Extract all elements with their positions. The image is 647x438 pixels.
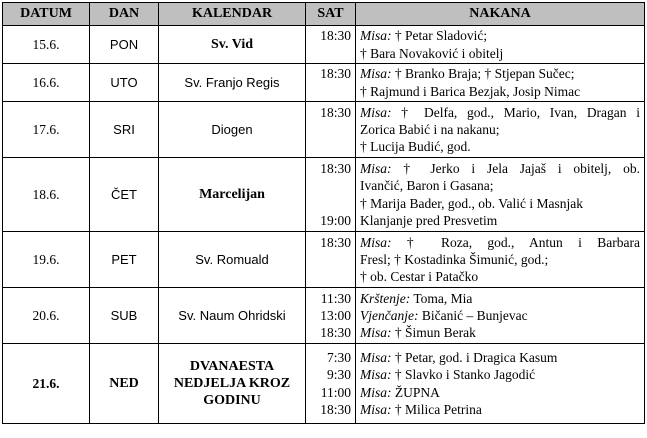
intention-label: Misa: <box>360 367 392 383</box>
intention-line <box>360 401 640 418</box>
table-row <box>3 64 645 102</box>
intention-text: † ob. Cestar i Patačko <box>360 269 479 285</box>
intention-line <box>360 104 640 121</box>
intention-text: Bičanić – Bunjevac <box>418 307 528 323</box>
row-intentions <box>356 288 645 344</box>
row-times <box>306 288 356 344</box>
row-times <box>306 102 356 158</box>
intention-label: Vjenčanje: <box>360 307 419 323</box>
row-date: 16.6. <box>3 64 90 102</box>
table-row <box>3 26 645 64</box>
intention-label: Misa: <box>360 384 392 400</box>
time-entry: 18:30 <box>320 161 351 177</box>
intention-text: Klanjanje pred Presvetim <box>360 212 498 228</box>
intention-line <box>360 366 640 383</box>
time-entry: 18:30 <box>320 28 351 44</box>
time-entry <box>310 251 351 268</box>
intention-line <box>360 234 640 251</box>
intention-text: † Bara Novaković i obitelj <box>360 45 504 61</box>
mass-schedule-table <box>2 2 645 424</box>
row-day: PET <box>90 232 159 288</box>
row-times <box>306 64 356 102</box>
table-row <box>3 344 645 424</box>
intention-text: † Roza, god., Antun i Barbara <box>391 234 640 250</box>
intention-text: † Šimun Berak <box>391 325 476 341</box>
row-intentions <box>356 232 645 288</box>
row-date: 15.6. <box>3 26 90 64</box>
intention-text: † Petar, god. i Dragica Kasum <box>391 350 558 366</box>
intention-line <box>360 83 640 100</box>
intention-label: Misa: <box>360 66 392 82</box>
intention-text: † Marija Bader, god., ob. Valić i Masnjak <box>360 195 584 211</box>
intention-line <box>360 251 640 268</box>
header-intention: NAKANA <box>356 3 645 26</box>
row-date: 18.6. <box>3 158 90 232</box>
intention-text: † Rajmund i Barica Bezjak, Josip Nimac <box>360 83 581 99</box>
header-calendar: KALENDAR <box>159 3 306 26</box>
intention-line <box>360 268 640 285</box>
row-day: PON <box>90 26 159 64</box>
row-times <box>306 232 356 288</box>
time-entry: 9:30 <box>326 367 351 383</box>
time-entry: 7:30 <box>326 350 351 366</box>
intention-text: Fresl; † Kostadinka Šimunić, god.; <box>360 251 549 267</box>
row-date: 21.6. <box>3 344 90 424</box>
time-entry <box>310 45 351 62</box>
intention-line <box>360 384 640 401</box>
intention-label: Misa: <box>360 234 392 250</box>
intention-text: Zorica Babić i na nakanu; <box>360 121 500 137</box>
row-calendar: Sv. Romuald <box>159 232 306 288</box>
table-row <box>3 232 645 288</box>
row-day: NED <box>90 344 159 424</box>
intention-line <box>360 290 640 307</box>
intention-line <box>360 45 640 62</box>
table-row <box>3 288 645 344</box>
intention-text: Ivančić, Baron i Gasana; <box>360 178 494 194</box>
table-row <box>3 102 645 158</box>
row-calendar: Sv. Franjo Regis <box>159 64 306 102</box>
time-entry: 18:30 <box>320 104 351 120</box>
intention-line <box>360 138 640 155</box>
row-times <box>306 158 356 232</box>
row-intentions <box>356 158 645 232</box>
intention-text: † Jerko i Jela Jajaš i obitelj, ob. <box>391 161 640 177</box>
header-day: DAN <box>90 3 159 26</box>
row-day: SRI <box>90 102 159 158</box>
intention-text: † Branko Braja; † Stjepan Sučec; <box>391 66 575 82</box>
intention-label: Misa: <box>360 104 392 120</box>
row-intentions <box>356 102 645 158</box>
row-day: ČET <box>90 158 159 232</box>
row-date: 20.6. <box>3 288 90 344</box>
intention-line <box>360 177 640 194</box>
intention-label: Misa: <box>360 401 392 417</box>
time-entry: 11:30 <box>320 290 351 306</box>
intention-line <box>360 324 640 341</box>
intention-label: Misa: <box>360 325 392 341</box>
time-entry <box>310 121 351 138</box>
intention-text: Toma, Mia <box>410 290 473 306</box>
intention-label: Misa: <box>360 161 392 177</box>
intention-text: † Petar Sladović; <box>391 28 488 44</box>
row-date: 19.6. <box>3 232 90 288</box>
time-entry: 18:30 <box>320 66 351 82</box>
time-entry: 18:30 <box>320 325 351 341</box>
row-times <box>306 344 356 424</box>
row-calendar: DVANAESTA NEDJELJA KROZ GODINU <box>159 344 306 424</box>
time-entry <box>310 138 351 155</box>
header-row <box>3 3 645 26</box>
time-entry: 18:30 <box>320 234 351 250</box>
time-entry: 11:00 <box>320 384 351 400</box>
row-calendar: Diogen <box>159 102 306 158</box>
intention-line <box>360 65 640 82</box>
header-date: DATUM <box>3 3 90 26</box>
time-entry: 13:00 <box>320 307 351 323</box>
time-entry <box>310 268 351 285</box>
time-entry <box>310 83 351 100</box>
time-entry: 18:30 <box>320 401 351 417</box>
row-date: 17.6. <box>3 102 90 158</box>
time-entry <box>310 177 351 194</box>
intention-line <box>360 349 640 366</box>
intention-text: † Milica Petrina <box>391 401 482 417</box>
time-entry <box>310 195 351 212</box>
intention-line <box>360 121 640 138</box>
intention-line <box>360 160 640 177</box>
intention-label: Krštenje: <box>360 290 411 306</box>
row-times <box>306 26 356 64</box>
table-row <box>3 158 645 232</box>
row-intentions <box>356 64 645 102</box>
row-calendar: Sv. Vid <box>159 26 306 64</box>
intention-text: ŽUPNA <box>391 384 440 400</box>
intention-line <box>360 307 640 324</box>
intention-label: Misa: <box>360 350 392 366</box>
row-calendar: Marcelijan <box>159 158 306 232</box>
intention-line <box>360 212 640 229</box>
row-calendar: Sv. Naum Ohridski <box>159 288 306 344</box>
intention-line <box>360 195 640 212</box>
row-intentions <box>356 344 645 424</box>
intention-text: † Delfa, god., Mario, Ivan, Dragan i <box>391 104 640 120</box>
row-intentions <box>356 26 645 64</box>
row-day: SUB <box>90 288 159 344</box>
intention-text: † Lucija Budić, god. <box>360 139 471 155</box>
header-time: SAT <box>306 3 356 26</box>
row-day: UTO <box>90 64 159 102</box>
intention-line <box>360 27 640 44</box>
intention-label: Misa: <box>360 28 392 44</box>
time-entry: 19:00 <box>320 212 351 228</box>
intention-text: † Slavko i Stanko Jagodić <box>391 367 536 383</box>
